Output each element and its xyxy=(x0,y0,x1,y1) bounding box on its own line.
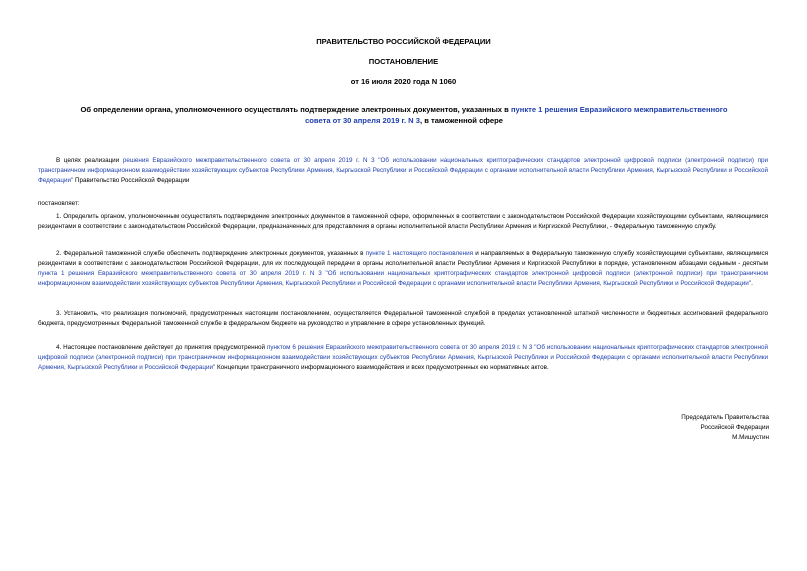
subject-link[interactable]: пункте 1 решения Евразийского межправительственного совета от 30 апреля 2019 г. N 3 xyxy=(305,105,728,125)
paragraph-1-text: 1. Определить органом, уполномоченным осуществлять подтверждение электронных документов в таможенной сфере, оформленных в соответствии с законодательством Российской Федерации хозяйствующими субъектами, являющимися резидентами в соответствии с законодательством Российской Федерации, предназначенных для представления в органы исполнительной власти Республики Армения и Киргизской Республики, - Федеральную таможенную службу. xyxy=(38,213,768,230)
paragraph-2-link-1[interactable]: пункте 1 настоящего постановления xyxy=(365,250,474,257)
preamble-text-before: В целях реализации xyxy=(56,157,120,164)
resolves-line: постановляет: xyxy=(38,200,80,207)
subject-text-after: , в таможенной сфере xyxy=(419,116,503,125)
government-heading: ПРАВИТЕЛЬСТВО РОССИЙСКОЙ ФЕДЕРАЦИИ xyxy=(316,37,491,46)
preamble-link[interactable]: решения Евразийского межправительственного совета от 30 апреля 2019 г. N 3 "Об использовании национальных криптографических стандартов электронной цифровой подписи (электронной подписи) при трансграничном информационном взаимодействии хозяйствующих субъектов Республики Армения, Кыргызской Республики и Российской Федерации с органами исполнительной власти Республики Армения, Кыргызской Республики и Российской Федерации" xyxy=(38,157,768,184)
date-number-heading: от 16 июля 2020 года N 1060 xyxy=(350,77,457,86)
signature-name: М.Мишустин xyxy=(732,434,769,441)
paragraph-2 xyxy=(38,249,768,289)
paragraph-4-text-2: Концепции трансграничного информационного взаимодействия и всех предусмотренных ею нормативных актов. xyxy=(215,364,549,371)
paragraph-4 xyxy=(38,343,768,373)
paragraph-3 xyxy=(38,309,768,329)
signature-block xyxy=(681,413,769,443)
preamble-paragraph xyxy=(38,156,768,186)
signature-position: Председатель Правительства xyxy=(681,414,769,421)
paragraph-2-text-3: . xyxy=(751,280,753,287)
paragraph-2-text-1: 2. Федеральной таможенной службе обеспечить подтверждение электронных документов, указанных в xyxy=(56,250,364,257)
document-type-heading: ПОСТАНОВЛЕНИЕ xyxy=(368,57,439,66)
paragraph-1 xyxy=(38,212,768,232)
paragraph-2-link-2[interactable]: пункта 1 решения Евразийского межправительственного совета от 30 апреля 2019 г. N 3 "Об использовании национальных криптографических стандартов электронной цифровой подписи (электронной подписи) при трансграничном информационном взаимодействии хозяйствующих субъектов Республики Армения, Кыргызской Республики и Российской Федерации с органами исполнительной власти Республики Армения, Кыргызской Республики и Российской Федерации" xyxy=(38,270,768,287)
paragraph-3-text: 3. Установить, что реализация полномочий, предусмотренных настоящим постановлением, осуществляется Федеральной таможенной службой в пределах установленной штатной численности и бюджетных ассигнований федерального бюджета, предусмотренных Федеральной таможенной службе в федеральном бюджете на руководство и управление в сфере установленных функций. xyxy=(38,310,768,327)
document-subject xyxy=(78,104,730,126)
paragraph-4-link[interactable]: пунктом 6 решения Евразийского межправительственного совета от 30 апреля 2019 г. N 3 "Об использовании национальных криптографических стандартов электронной цифровой подписи (электронной подписи) при трансграничном информационном взаимодействии хозяйствующих субъектов Республики Армения, Кыргызской Республики и Российской Федерации с органами исполнительной власти Республики Армения, Кыргызской Республики и Российской Федерации" xyxy=(38,344,768,371)
paragraph-2-text-2: и направляемых в Федеральную таможенную службу хозяйствующими субъектами, являющимися резидентами в соответствии с законодательством Российской Федерации, для их последующей передачи в органы исполнительной власти Республики Армения и Киргизской Республики в порядке, установленном абзацами седьмым - десятым xyxy=(38,250,769,267)
signature-organization: Российской Федерации xyxy=(700,424,769,431)
subject-text-before: Об определении органа, уполномоченного осуществлять подтверждение электронных документов, указанных в xyxy=(80,105,509,114)
paragraph-4-text-1: 4. Настоящее постановление действует до принятия предусмотренной xyxy=(56,344,266,351)
preamble-text-after: Правительство Российской Федерации xyxy=(73,177,190,184)
